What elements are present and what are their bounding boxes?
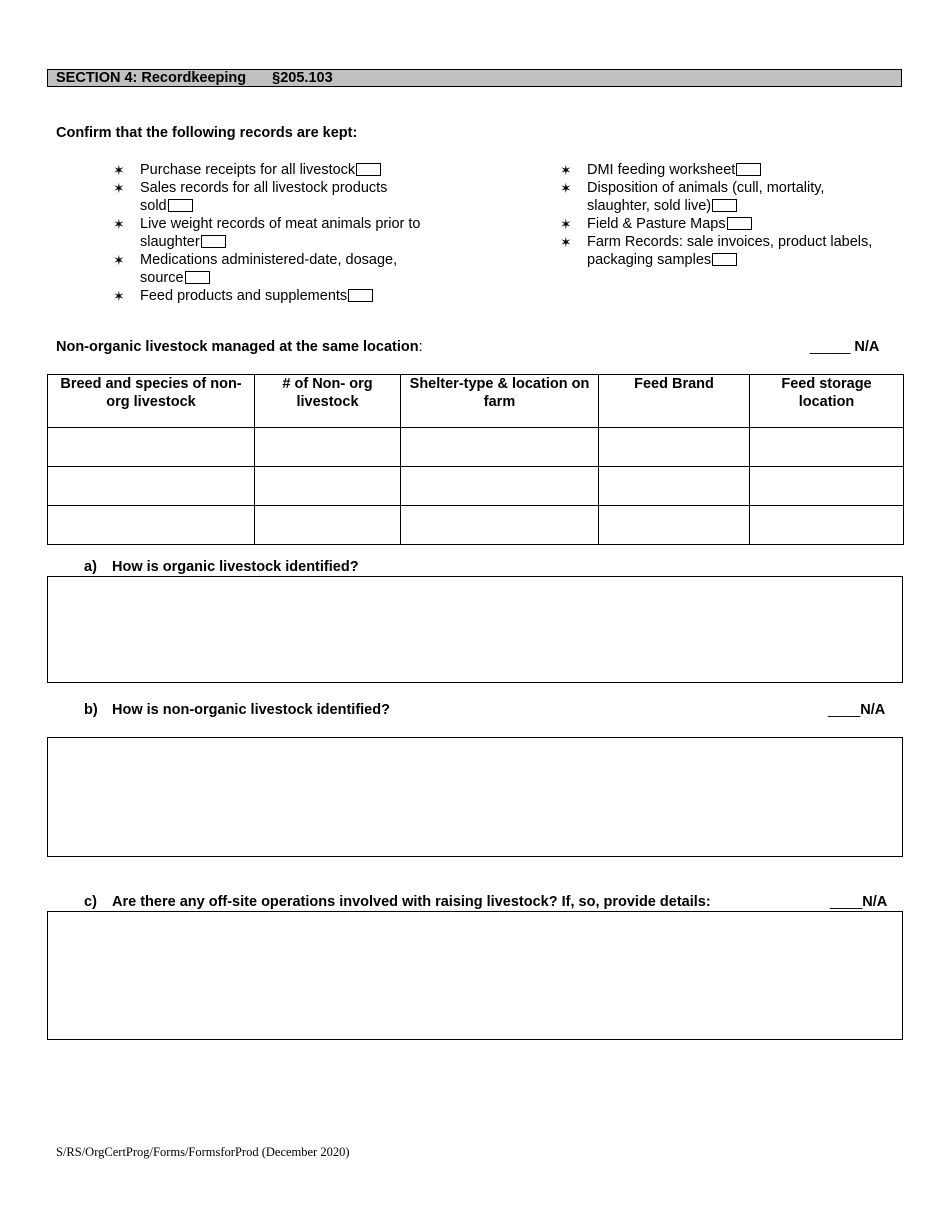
na-blank[interactable]: ____ [830, 894, 863, 910]
table-header-row [48, 375, 904, 428]
table-cell[interactable] [255, 506, 401, 545]
nonorg-heading-colon: : [418, 339, 423, 355]
table-cell[interactable] [401, 428, 599, 467]
record-checkbox[interactable] [348, 289, 373, 302]
record-label-cont: packaging samples [587, 252, 712, 268]
question-text: How is non-organic livestock identified? [112, 702, 390, 718]
record-item [113, 179, 453, 215]
record-checkbox[interactable] [712, 199, 737, 212]
record-label: Live weight records of meat animals prior to [140, 216, 421, 232]
col-header-count: # of Non- org livestock [255, 375, 401, 428]
answer-box-b[interactable] [47, 737, 903, 857]
table-cell[interactable] [48, 467, 255, 506]
col-header-breed: Breed and species of non-org livestock [48, 375, 255, 428]
record-item [113, 161, 453, 179]
question-c-na[interactable] [830, 894, 887, 910]
table-cell[interactable] [255, 428, 401, 467]
nonorg-na[interactable] [810, 339, 879, 355]
record-label-cont: slaughter, sold live) [587, 198, 712, 214]
record-label: Disposition of animals (cull, mortality, [587, 180, 825, 196]
question-text: Are there any off-site operations involved with raising livestock? If, so, provide details: [112, 894, 711, 910]
question-letter: a) [84, 559, 97, 575]
col-header-shelter: Shelter-type & location on farm [401, 375, 599, 428]
section-header [47, 69, 902, 87]
table-cell[interactable] [750, 428, 904, 467]
table-row [48, 506, 904, 545]
record-item [560, 161, 905, 179]
answer-box-a[interactable] [47, 576, 903, 683]
table-cell[interactable] [255, 467, 401, 506]
bullet-star-icon: ✶ [560, 216, 572, 232]
bullet-star-icon: ✶ [113, 252, 125, 268]
bullet-star-icon: ✶ [560, 162, 572, 178]
table-cell[interactable] [750, 467, 904, 506]
record-checkbox[interactable] [712, 253, 737, 266]
table-cell[interactable] [599, 467, 750, 506]
record-label: Sales records for all livestock products [140, 180, 388, 196]
record-checkbox[interactable] [356, 163, 381, 176]
table-row [48, 428, 904, 467]
bullet-star-icon: ✶ [560, 180, 572, 196]
record-checkbox[interactable] [727, 217, 752, 230]
table-cell[interactable] [599, 428, 750, 467]
table-cell[interactable] [48, 428, 255, 467]
question-c [84, 894, 711, 910]
records-list-left [113, 161, 453, 305]
question-letter: b) [84, 702, 98, 718]
confirm-heading: Confirm that the following records are kept: [56, 125, 358, 141]
record-label: Farm Records: sale invoices, product labels, [587, 234, 873, 250]
bullet-star-icon: ✶ [560, 234, 572, 250]
col-header-feed-brand: Feed Brand [599, 375, 750, 428]
record-label: Field & Pasture Maps [587, 216, 726, 232]
record-label-cont: source [140, 270, 184, 286]
record-label-cont: sold [140, 198, 167, 214]
record-item [560, 179, 905, 215]
record-checkbox[interactable] [168, 199, 193, 212]
record-label-cont: slaughter [140, 234, 200, 250]
records-list-right [560, 161, 905, 269]
record-item [560, 215, 905, 233]
table-row [48, 467, 904, 506]
record-item [560, 233, 905, 269]
table-cell[interactable] [48, 506, 255, 545]
question-letter: c) [84, 894, 97, 910]
section-code: §205.103 [272, 70, 333, 86]
bullet-star-icon: ✶ [113, 180, 125, 196]
record-checkbox[interactable] [201, 235, 226, 248]
table-cell[interactable] [599, 506, 750, 545]
question-b [84, 702, 390, 718]
table-cell[interactable] [401, 467, 599, 506]
question-text: How is organic livestock identified? [112, 559, 359, 575]
record-label: Medications administered-date, dosage, [140, 252, 398, 268]
bullet-star-icon: ✶ [113, 216, 125, 232]
nonorg-na-blank[interactable]: _____ [810, 339, 851, 355]
bullet-star-icon: ✶ [113, 288, 125, 304]
nonorg-na-label: N/A [854, 339, 880, 355]
footer-path: S/RS/OrgCertProg/Forms/FormsforProd (December 2020) [56, 1145, 350, 1159]
record-label: DMI feeding worksheet [587, 162, 736, 178]
section-title: SECTION 4: Recordkeeping [56, 70, 247, 86]
bullet-star-icon: ✶ [113, 162, 125, 178]
nonorg-heading [56, 339, 423, 355]
table-cell[interactable] [750, 506, 904, 545]
question-b-na[interactable] [828, 702, 885, 718]
record-checkbox[interactable] [185, 271, 210, 284]
col-header-feed-storage: Feed storage location [750, 375, 904, 428]
record-item [113, 287, 453, 305]
nonorg-heading-text: Non-organic livestock managed at the same location [56, 339, 419, 355]
na-label: N/A [860, 702, 886, 718]
question-a [84, 559, 359, 575]
table-cell[interactable] [401, 506, 599, 545]
record-item [113, 215, 453, 251]
nonorg-table [47, 374, 904, 545]
na-blank[interactable]: ____ [828, 702, 861, 718]
record-item [113, 251, 453, 287]
answer-box-c[interactable] [47, 911, 903, 1040]
na-label: N/A [862, 894, 888, 910]
record-label: Feed products and supplements [140, 288, 348, 304]
record-label: Purchase receipts for all livestock [140, 162, 356, 178]
record-checkbox[interactable] [736, 163, 761, 176]
